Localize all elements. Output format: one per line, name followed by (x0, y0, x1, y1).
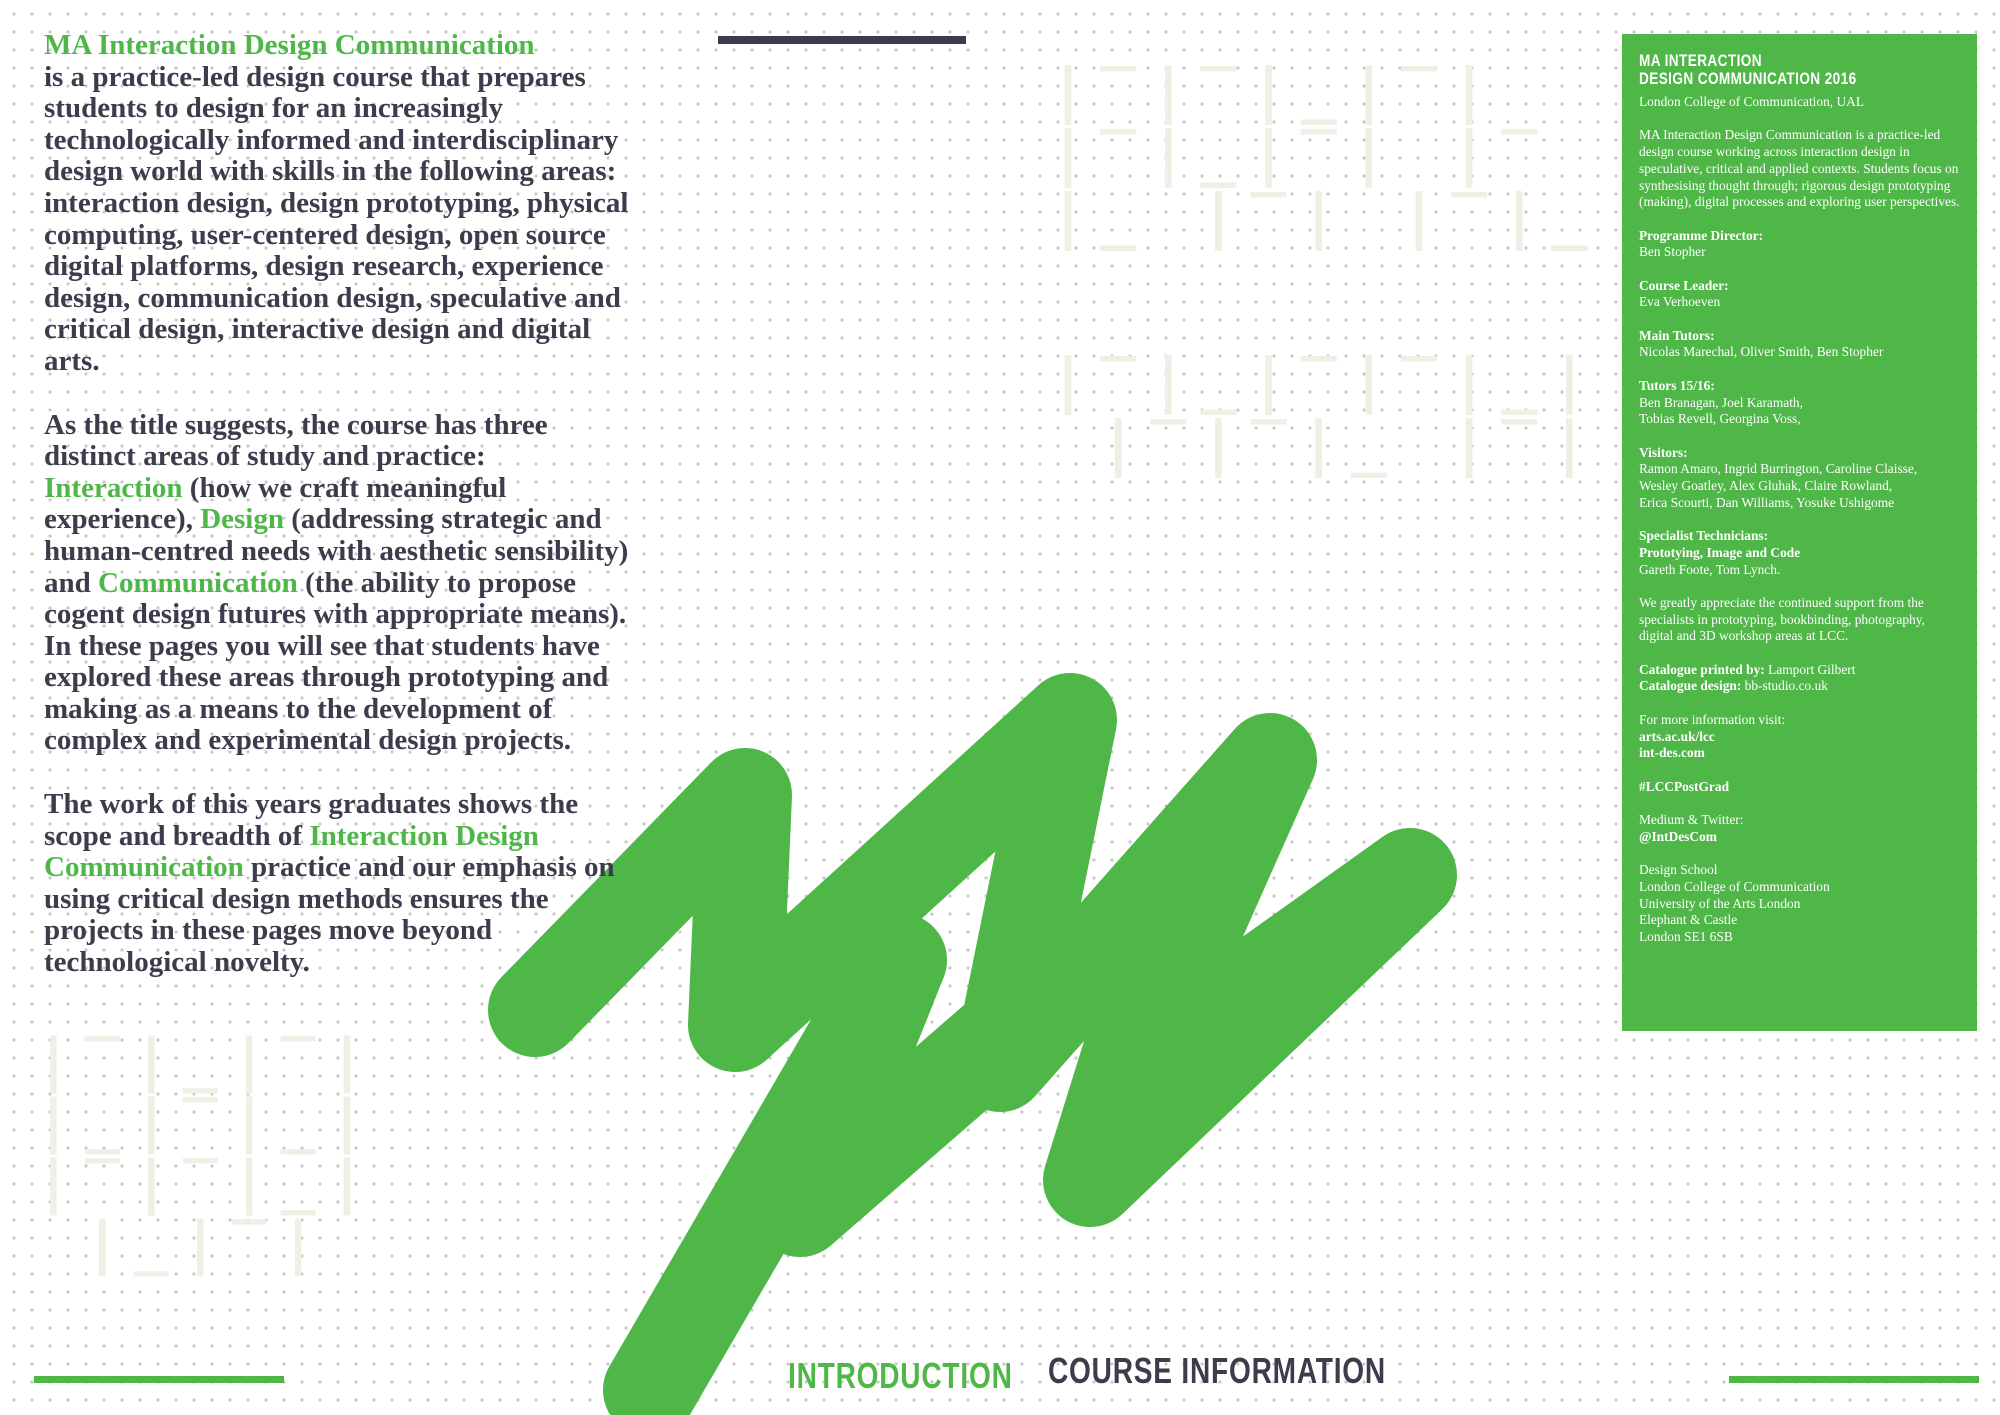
address-line-2: London College of Communication (1639, 878, 1830, 894)
design-value: bb-studio.co.uk (1741, 678, 1828, 694)
more-info-label: For more information visit: (1639, 711, 1786, 727)
panel-title-line-1: MA INTERACTION (1639, 51, 1762, 70)
tab-introduction[interactable]: INTRODUCTION (788, 1355, 1013, 1396)
director-name: Ben Stopher (1639, 244, 1706, 260)
highlight-design: Design (200, 503, 284, 536)
introduction-text (44, 30, 629, 1011)
panel-title (1639, 52, 1960, 88)
bottom-right-accent-bar (1729, 1376, 1979, 1383)
link-int-des[interactable]: int-des.com (1639, 745, 1705, 761)
leader-label: Course Leader: (1639, 277, 1729, 293)
tutors-line-1: Ben Branagan, Joel Karamath, (1639, 394, 1803, 410)
specialist-technicians (1639, 528, 1960, 578)
visitors-line-2: Wesley Goatley, Alex Gluhak, Claire Rowland, (1639, 478, 1893, 494)
hashtag-text: #LCCPostGrad (1639, 778, 1730, 794)
background-ghost-lettering-top: |‾|‾|_|‾| |‾|_|‾| |‾ |_ |‾| |‾|_ (1050, 56, 1602, 252)
social (1639, 812, 1960, 845)
background-ghost-lettering-bottom: |‾|_|‾| |_|‾|_| |‾|‾|_| |_|‾| (36, 1026, 379, 1277)
address-line-4: Elephant & Castle (1639, 912, 1738, 928)
highlight-course-name: Interaction Design Communication (44, 819, 539, 884)
intro-paragraph-1-body: is a practice-led design course that prepares students to design for an increasingly technologically informed and interdisciplinary design world with skills in the following areas: interaction design, design prototyping, physical computing, user-centered design, open source digital platforms, design research, experience design, communication design, speculative and critical design, interactive design and digital arts. (44, 60, 629, 377)
address-line-3: University of the Arts London (1639, 895, 1801, 911)
social-handle[interactable]: @IntDesCom (1639, 828, 1717, 844)
tab-course-information[interactable]: COURSE INFORMATION (1048, 1350, 1386, 1391)
main-tutors (1639, 328, 1960, 361)
programme-director (1639, 228, 1960, 261)
link-arts-lcc[interactable]: arts.ac.uk/lcc (1639, 728, 1715, 744)
course-description: MA Interaction Design Communication is a practice-led design course working across interaction design in speculative, critical and applied contexts. Students focus on synthesising thought through; rigorous design prototyping (making), digital processes and exploring user perspectives. (1639, 127, 1960, 210)
background-ghost-lettering-mid: |‾|_|‾|‾|_| |‾|‾|_ |‾| (1050, 346, 1602, 479)
social-label: Medium & Twitter: (1639, 812, 1744, 828)
highlight-communication: Communication (98, 566, 298, 599)
course-leader (1639, 278, 1960, 311)
printed-label: Catalogue printed by: (1639, 661, 1765, 677)
visitors-line-1: Ramon Amaro, Ingrid Burrington, Caroline Claisse, (1639, 461, 1918, 477)
address-line-5: London SE1 6SB (1639, 928, 1733, 944)
acknowledgement: We greatly appreciate the continued support from the specialists in prototyping, bookbinding, photography, digital and 3D workshop areas at LCC. (1639, 594, 1925, 644)
design-label: Catalogue design: (1639, 678, 1742, 694)
course-title: MA Interaction Design Communication (44, 29, 535, 61)
visitors (1639, 445, 1960, 512)
intro-p2-text-4: (the ability to propose cogent design futures with appropriate means). In these pages you will see that students have explored these areas through prototyping and making as a means to the development of complex and experimental design projects. (44, 566, 627, 757)
technicians-area: Prototying, Image and Code (1639, 544, 1801, 560)
address-line-1: Design School (1639, 862, 1718, 878)
intro-paragraph-1 (44, 30, 629, 378)
tutors-line-2: Tobias Revell, Georgina Voss, (1639, 411, 1801, 427)
address (1639, 862, 1960, 946)
intro-p3-text-1: The work of this years graduates shows the scope and breadth of (44, 788, 579, 852)
intro-paragraph-2 (44, 410, 629, 758)
intro-p2-text-2: (how we craft meaningful experience), (44, 471, 507, 536)
visitors-line-3: Erica Scourti, Dan Williams, Yosuke Ushigome (1639, 494, 1895, 510)
highlight-interaction: Interaction (44, 471, 183, 504)
leader-name: Eva Verhoeven (1639, 294, 1721, 310)
catalogue-credits (1639, 662, 1960, 695)
institution: London College of Communication, UAL (1639, 94, 1865, 109)
panel-title-line-2: DESIGN COMMUNICATION 2016 (1639, 69, 1857, 88)
technicians-label: Specialist Technicians: (1639, 528, 1769, 544)
course-info-panel (1622, 34, 1977, 1031)
tutors (1639, 378, 1960, 428)
main-tutors-names: Nicolas Marechal, Oliver Smith, Ben Stopher (1639, 344, 1884, 360)
intro-p3-text-2: practice and our emphasis on using critical design methods ensures the projects in these pages move beyond technological novelty. (44, 851, 615, 979)
bottom-left-accent-bar (34, 1376, 284, 1383)
more-info (1639, 712, 1960, 762)
intro-paragraph-3 (44, 789, 629, 979)
intro-p2-text-3: (addressing strategic and human-centred needs with aesthetic sensibility) and (44, 503, 629, 599)
technicians-names: Gareth Foote, Tom Lynch. (1639, 561, 1781, 577)
main-tutors-label: Main Tutors: (1639, 327, 1715, 343)
intro-p2-text-1: As the title suggests, the course has three distinct areas of study and practice: (44, 408, 548, 473)
visitors-label: Visitors: (1639, 444, 1688, 460)
printed-value: Lamport Gilbert (1764, 661, 1856, 677)
director-label: Programme Director: (1639, 227, 1764, 243)
hashtag (1639, 779, 1960, 796)
tutors-label: Tutors 15/16: (1639, 377, 1715, 393)
